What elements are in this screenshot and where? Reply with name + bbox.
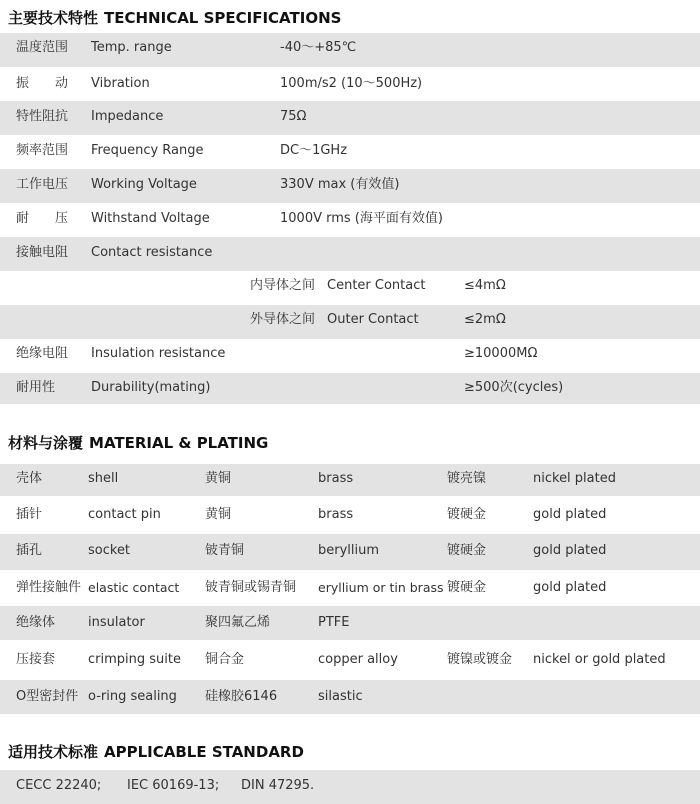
material-row-crimping-suite (0, 640, 700, 680)
part-en: socket (88, 543, 131, 558)
spec-sublabel-en: Center Contact (327, 278, 426, 293)
part-cn: O型密封件 (16, 689, 79, 704)
material-cn: 聚四氟乙烯 (205, 615, 271, 630)
part-en: crimping suite (88, 652, 181, 667)
spec-value: 75Ω (280, 109, 307, 124)
spec-sublabel-en: Outer Contact (327, 312, 419, 327)
material-en: silastic (318, 689, 363, 704)
spec-row-frequency (0, 135, 700, 169)
material-en: brass (318, 507, 354, 522)
spec-value: ≤4mΩ (464, 278, 506, 293)
technical-section-title (8, 6, 341, 30)
spec-row-impedance (0, 101, 700, 135)
standard-item: CECC 22240; (16, 778, 102, 793)
spec-label-en: Frequency Range (91, 143, 204, 158)
part-cn: 绝缘体 (16, 615, 56, 630)
material-row-contact-pin (0, 496, 700, 534)
spec-label-en: Durability(mating) (91, 380, 211, 395)
technical-title-en: TECHNICAL SPECIFICATIONS (104, 9, 342, 27)
material-cn: 铍青铜或锡青铜 (205, 580, 297, 595)
material-section-title (8, 431, 268, 455)
part-en: insulator (88, 615, 145, 630)
spec-label-en: Contact resistance (91, 245, 213, 260)
standard-title-en: APPLICABLE STANDARD (104, 743, 304, 761)
material-en: brass (318, 471, 354, 486)
material-title-en: MATERIAL & PLATING (89, 434, 269, 452)
material-cn: 硅橡胶6146 (205, 689, 278, 704)
material-en: eryllium or tin brass (318, 580, 444, 595)
plating-cn: 镀硬金 (447, 543, 487, 558)
part-cn: 插孔 (16, 543, 43, 558)
plating-en: gold plated (533, 580, 607, 595)
part-en: shell (88, 471, 119, 486)
spec-label-en: Temp. range (91, 40, 172, 55)
standard-item: DIN 47295. (241, 778, 315, 793)
spec-label-cn: 接触电阻 (16, 245, 69, 260)
material-cn: 铍青铜 (205, 543, 245, 558)
plating-en: gold plated (533, 507, 607, 522)
spec-label-cn: 温度范围 (16, 40, 69, 55)
part-en: o-ring sealing (88, 689, 177, 704)
plating-en: nickel plated (533, 471, 616, 486)
part-cn: 弹性接触件 (16, 580, 82, 595)
material-row-insulator (0, 606, 700, 640)
spec-row-temp (0, 33, 700, 67)
material-row-elastic-contact (0, 570, 700, 606)
material-cn: 黄铜 (205, 507, 232, 522)
spec-label-en: Working Voltage (91, 177, 197, 192)
standard-item: IEC 60169-13; (127, 778, 220, 793)
plating-cn: 镀硬金 (447, 580, 487, 595)
spec-sublabel-cn: 外导体之间 (250, 312, 316, 327)
spec-value: 100m/s2 (10～500Hz) (280, 76, 423, 91)
spec-label-cn: 工作电压 (16, 177, 69, 192)
spec-label-cn: 绝缘电阻 (16, 346, 69, 361)
material-title-cn: 材料与涂覆 (8, 434, 84, 452)
plating-en: gold plated (533, 543, 607, 558)
spec-row-outer-contact (0, 305, 700, 339)
spec-value: -40～+85℃ (280, 40, 357, 55)
part-cn: 压接套 (16, 652, 56, 667)
spec-label-cn: 频率范围 (16, 143, 69, 158)
plating-cn: 镀硬金 (447, 507, 487, 522)
spec-label-en: Vibration (91, 76, 150, 91)
spec-sublabel-cn: 内导体之间 (250, 278, 316, 293)
plating-cn: 镀亮镍 (447, 471, 487, 486)
spec-label-cn: 耐用性 (16, 380, 56, 395)
spec-value: ≥500次(cycles) (464, 380, 564, 395)
material-en: copper alloy (318, 652, 398, 667)
part-en: contact pin (88, 507, 161, 522)
spec-row-contact-resistance (0, 237, 700, 271)
technical-title-cn: 主要技术特性 (8, 9, 99, 27)
material-en: PTFE (318, 615, 350, 630)
spec-label-en: Withstand Voltage (91, 211, 210, 226)
spec-label-cn: 耐 压 (16, 211, 69, 226)
plating-cn: 镀镍或镀金 (447, 652, 513, 667)
standard-section-title (8, 740, 304, 764)
spec-value: 330V max (有效值) (280, 177, 400, 192)
spec-row-durability (0, 373, 700, 404)
spec-label-cn: 振 动 (16, 76, 69, 91)
spec-value: 1000V rms (海平面有效值) (280, 211, 443, 226)
spec-row-insulation-resistance (0, 339, 700, 373)
standard-title-cn: 适用技术标准 (8, 743, 99, 761)
spec-label-en: Insulation resistance (91, 346, 226, 361)
spec-value: ≥10000MΩ (464, 346, 538, 361)
spec-row-working-voltage (0, 169, 700, 203)
spec-row-center-contact (0, 271, 700, 305)
standard-row (0, 770, 700, 804)
material-row-o-ring (0, 680, 700, 714)
spec-label-en: Impedance (91, 109, 164, 124)
material-en: beryllium (318, 543, 380, 558)
part-cn: 壳体 (16, 471, 43, 486)
material-row-shell (0, 464, 700, 496)
spec-label-cn: 特性阻抗 (16, 109, 69, 124)
part-en: elastic contact (88, 580, 180, 595)
material-row-socket (0, 534, 700, 570)
plating-en: nickel or gold plated (533, 652, 666, 667)
spec-row-withstand-voltage (0, 203, 700, 237)
spec-value: ≤2mΩ (464, 312, 506, 327)
spec-value: DC～1GHz (280, 143, 348, 158)
material-cn: 铜合金 (205, 652, 245, 667)
part-cn: 插针 (16, 507, 43, 522)
material-cn: 黄铜 (205, 471, 232, 486)
spec-row-vibration (0, 67, 700, 101)
